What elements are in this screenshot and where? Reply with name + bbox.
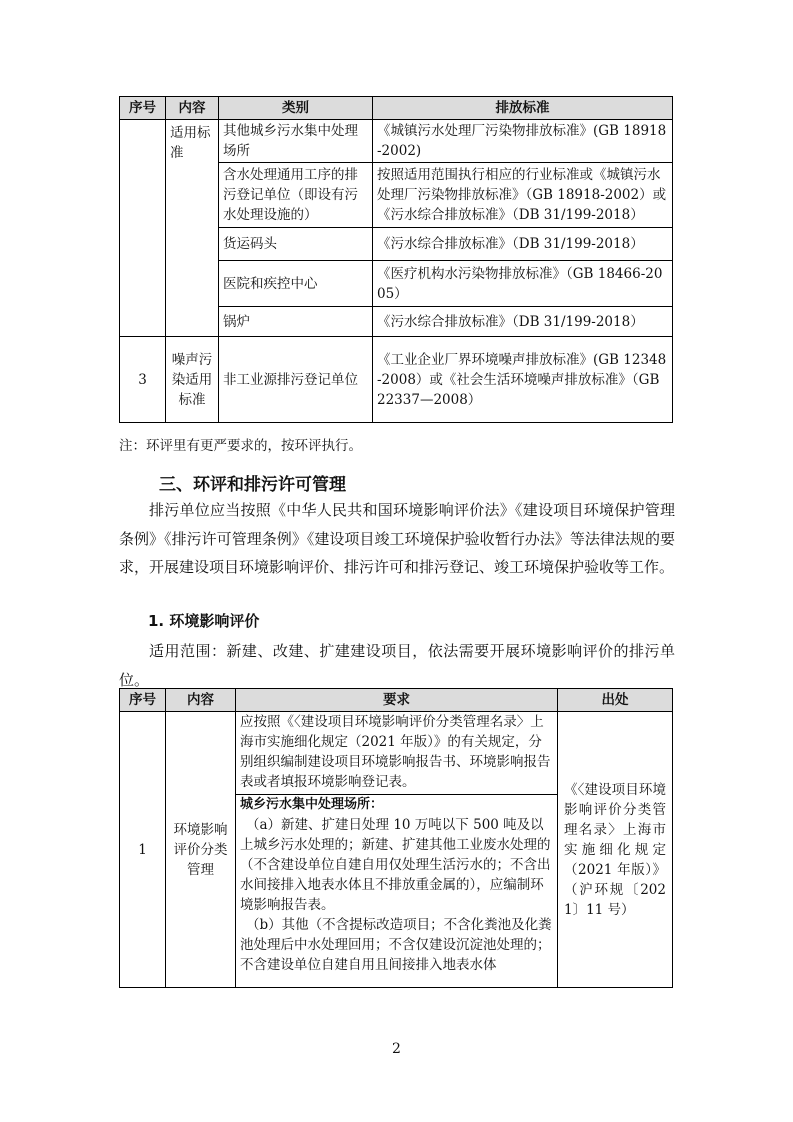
- standard-cell: 《污水综合排放标准》（DB 31/199-2018）: [373, 228, 673, 261]
- eia-requirement-table: [119, 688, 673, 988]
- header-content: 内容: [166, 689, 236, 712]
- header-standard: 排放标准: [373, 97, 673, 120]
- table-note: 注：环评里有更严要求的，按环评执行。: [119, 438, 362, 454]
- header-requirement: 要求: [236, 689, 558, 712]
- requirement-cell: [236, 712, 558, 988]
- requirement-item-b: （b）其他（不含提标改造项目；不含化粪池及化粪池处理后中水处理回用；不含仅建设沉淀池处理的；不含建设单位自建自用且间接排入地表水体: [240, 917, 552, 973]
- category-cell: 非工业源排污登记单位: [219, 337, 373, 423]
- standard-cell: 《城镇污水处理厂污染物排放标准》(GB 18918-2002): [373, 120, 673, 163]
- header-source: 出处: [558, 689, 673, 712]
- num-cell: 1: [120, 712, 166, 988]
- subsection-paragraph: 适用范围：新建、改建、扩建建设项目，依法需要开展环境影响评价的排污单位。: [119, 642, 675, 689]
- standard-cell: 《工业企业厂界环境噪声排放标准》(GB 12348-2008）或《社会生活环境噪声排放标准》（GB 22337—2008）: [373, 337, 673, 423]
- header-category: 类别: [219, 97, 373, 120]
- table-row: [120, 120, 673, 163]
- requirement-heading: 城乡污水集中处理场所：: [240, 797, 384, 812]
- standard-cell: 《医疗机构水污染物排放标准》（GB 18466-2005）: [373, 261, 673, 307]
- table-row: [120, 337, 673, 423]
- emission-standard-table: [119, 96, 673, 423]
- category-cell: 含水处理通用工序的排污登记单位（即设有污水处理设施的）: [219, 163, 373, 228]
- page-number: 2: [392, 1041, 401, 1057]
- category-cell: 其他城乡污水集中处理场所: [219, 120, 373, 163]
- header-content: 内容: [166, 97, 219, 120]
- standard-cell: 《污水综合排放标准》（DB 31/199-2018）: [373, 307, 673, 337]
- category-cell: 货运码头: [219, 228, 373, 261]
- num-cell: [120, 120, 166, 337]
- standard-cell: 按照适用范围执行相应的行业标准或《城镇污水处理厂污染物排放标准》（GB 18918-2002）或《污水综合排放标准》（DB 31/199-2018）: [373, 163, 673, 228]
- content-cell: 噪声污染适用标准: [166, 337, 219, 423]
- header-num: 序号: [120, 97, 166, 120]
- section-title: 三、环评和排污许可管理: [159, 475, 346, 495]
- section-paragraph: 排污单位应当按照《中华人民共和国环境影响评价法》《建设项目环境保护管理条例》《排污许可管理条例》《建设项目竣工环境保护验收暂行办法》等法律法规的要求，开展建设项目环境影响评价、排污许可和排污登记、竣工环境保护验收等工作。: [119, 501, 675, 576]
- category-cell: 锅炉: [219, 307, 373, 337]
- header-num: 序号: [120, 689, 166, 712]
- table-header-row: [120, 97, 673, 120]
- source-cell: 《〈建设项目环境影响评价分类管理名录〉上海市实施细化规定（2021 年版）》（沪环规〔2021〕11 号）: [558, 712, 673, 988]
- category-cell: 医院和疾控中心: [219, 261, 373, 307]
- content-cell: 适用标准: [166, 120, 219, 337]
- requirement-item-a: （a）新建、扩建日处理 10 万吨以下 500 吨及以上城乡污水处理的；新建、扩建其他工业废水处理的（不含建设单位自建自用仅处理生活污水的；不含出水间接排入地表水体且不排放重金属的），应编制环境影响报告表。: [240, 817, 551, 913]
- content-cell: 环境影响评价分类管理: [166, 712, 236, 988]
- table-header-row: [120, 689, 673, 712]
- table-row: [120, 712, 673, 988]
- num-cell: 3: [120, 337, 166, 423]
- subsection-title: 1. 环境影响评价: [148, 612, 260, 630]
- requirement-intro: 应按照《〈建设项目环境影响评价分类管理名录〉上海市实施细化规定（2021 年版）》的有关规定，分别组织编制建设项目环境影响报告书、环境影响报告表或者填报环境影响登记表。: [236, 712, 557, 795]
